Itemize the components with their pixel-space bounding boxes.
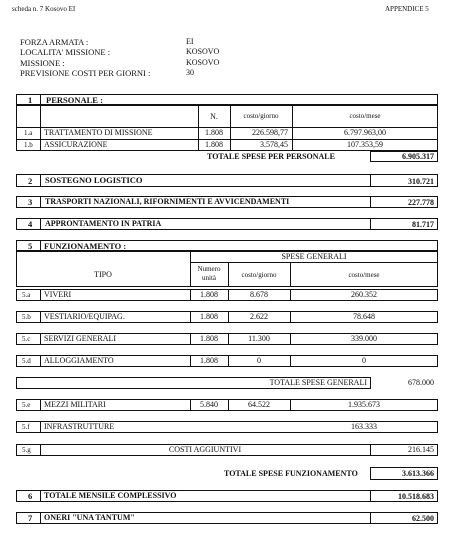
section-2-num: 2 bbox=[28, 176, 33, 186]
row-5b-n: 1.808 bbox=[200, 312, 218, 321]
row-5e-n: 5.840 bbox=[200, 400, 218, 409]
tot-fun-label: TOTALE SPESE FUNZIONAMENTO bbox=[224, 469, 358, 478]
tot-gen-label: TOTALE SPESE GENERALI bbox=[269, 378, 367, 387]
row-5d-month: 0 bbox=[362, 356, 366, 365]
row-5b-code: 5.b bbox=[22, 313, 31, 321]
info-value-localita: KOSOVO bbox=[186, 47, 220, 56]
row-1a-month: 6.797.963,00 bbox=[344, 128, 386, 137]
row-5d-n: 1.808 bbox=[200, 356, 218, 365]
row-1b-label: ASSICURAZIONE bbox=[44, 140, 108, 149]
row-5c-n: 1.808 bbox=[200, 334, 218, 343]
row-5c-month: 339.000 bbox=[351, 334, 377, 343]
row-5a-day: 8.678 bbox=[250, 290, 268, 299]
info-value-giorni: 30 bbox=[186, 68, 194, 77]
section-2-title: SOSTEGNO LOGISTICO bbox=[45, 175, 143, 185]
section-1-num: 1 bbox=[28, 95, 33, 105]
section-3-num: 3 bbox=[28, 197, 33, 207]
row-5a-month: 260.352 bbox=[351, 290, 377, 299]
row-5e-month: 1.935.673 bbox=[348, 400, 380, 409]
row-5c-day: 11.300 bbox=[248, 334, 270, 343]
row-5c-label: SERVIZI GENERALI bbox=[44, 334, 117, 343]
section-5-num: 5 bbox=[28, 241, 33, 251]
row-1b-n: 1.808 bbox=[205, 140, 223, 149]
info-label-forza: FORZA ARMATA : bbox=[20, 37, 89, 47]
sheet-label: scheda n. 7 Kosovo EI bbox=[12, 5, 76, 13]
tot-fun-value: 3.613.366 bbox=[402, 469, 434, 478]
section-6-num: 6 bbox=[28, 491, 33, 501]
spese-generali-title: SPESE GENERALI bbox=[281, 252, 347, 261]
row-5e-day: 64.522 bbox=[248, 400, 270, 409]
row-5f-label: INFRASTRUTTURE bbox=[44, 422, 115, 431]
section-3-title: TRASPORTI NAZIONALI, RIFORNIMENTI E AVVICENDAMENTI bbox=[45, 197, 290, 206]
row-5a-n: 1.808 bbox=[200, 290, 218, 299]
row-5e-label: MEZZI MILITARI bbox=[44, 400, 106, 409]
row-5c-code: 5.c bbox=[22, 335, 31, 343]
col-costo-mese-header: costo/mese bbox=[348, 271, 380, 279]
section-4-num: 4 bbox=[28, 219, 33, 229]
section-7-title: ONERI "UNA TANTUM" bbox=[44, 513, 135, 522]
section-2-value: 310.721 bbox=[408, 177, 434, 186]
row-5f-code: 5.f bbox=[22, 423, 30, 431]
col-costo-giorno-header: costo/giorno bbox=[241, 271, 277, 279]
col-n-header: N. bbox=[210, 112, 218, 121]
section-5-title: FUNZIONAMENTO : bbox=[44, 241, 127, 251]
section-7-num: 7 bbox=[28, 513, 33, 523]
row-1b-code: 1.b bbox=[24, 141, 33, 149]
row-1a-n: 1.808 bbox=[205, 128, 223, 137]
col-day-header: costo/giorno bbox=[243, 112, 279, 120]
row-5b-day: 2.622 bbox=[250, 312, 268, 321]
personale-total: 6.905.317 bbox=[402, 152, 434, 161]
row-1b-month: 107.353,59 bbox=[347, 140, 383, 149]
row-5d-code: 5.d bbox=[22, 357, 31, 365]
personale-total-label: TOTALE SPESE PER PERSONALE bbox=[207, 152, 335, 161]
row-1a-label: TRATTAMENTO DI MISSIONE bbox=[44, 128, 153, 137]
section-3-value: 227.778 bbox=[408, 198, 434, 207]
appendix-label: APPENDICE 5 bbox=[385, 5, 429, 13]
info-label-missione: MISSIONE : bbox=[20, 58, 65, 68]
col-month-header: costo/mese bbox=[349, 112, 381, 120]
row-5e-code: 5.e bbox=[22, 401, 31, 409]
row-1a-code: 1.a bbox=[24, 129, 33, 137]
info-value-missione: KOSOVO bbox=[186, 58, 220, 67]
col-numero-header: Numero unità bbox=[197, 265, 221, 282]
row-5a-code: 5.a bbox=[22, 291, 31, 299]
row-1a-day: 226.598,77 bbox=[252, 128, 288, 137]
row-1b-day: 3.578,45 bbox=[260, 140, 288, 149]
row-5b-label: VESTIARIO/EQUIPAG. bbox=[44, 312, 125, 321]
row-5d-day: 0 bbox=[257, 356, 261, 365]
tot-gen-value: 678.000 bbox=[408, 378, 434, 387]
section-4-title: APPRONTAMENTO IN PATRIA bbox=[45, 219, 162, 228]
section-7-value: 62.500 bbox=[412, 514, 434, 523]
section-4-value: 81.717 bbox=[412, 220, 434, 229]
row-5g-value: 216.145 bbox=[408, 445, 434, 454]
row-5f-month: 163.333 bbox=[351, 422, 377, 431]
row-5d-label: ALLOGGIAMENTO bbox=[44, 356, 114, 365]
section-6-title: TOTALE MENSILE COMPLESSIVO bbox=[44, 491, 177, 500]
info-label-localita: LOCALITA' MISSIONE : bbox=[20, 47, 111, 57]
section-1-title: PERSONALE : bbox=[46, 95, 103, 105]
section-6-value: 10.518.683 bbox=[398, 492, 434, 501]
info-value-forza: EI bbox=[186, 37, 194, 46]
info-label-giorni: PREVISIONE COSTI PER GIORNI : bbox=[20, 68, 151, 78]
row-5b-month: 78.648 bbox=[353, 312, 375, 321]
col-tipo-header: TIPO bbox=[94, 270, 112, 279]
row-5a-label: VIVERI bbox=[44, 290, 72, 299]
row-5g-code: 5.g bbox=[22, 446, 31, 454]
row-5g-label: COSTI AGGIUNTIVI bbox=[168, 445, 242, 454]
